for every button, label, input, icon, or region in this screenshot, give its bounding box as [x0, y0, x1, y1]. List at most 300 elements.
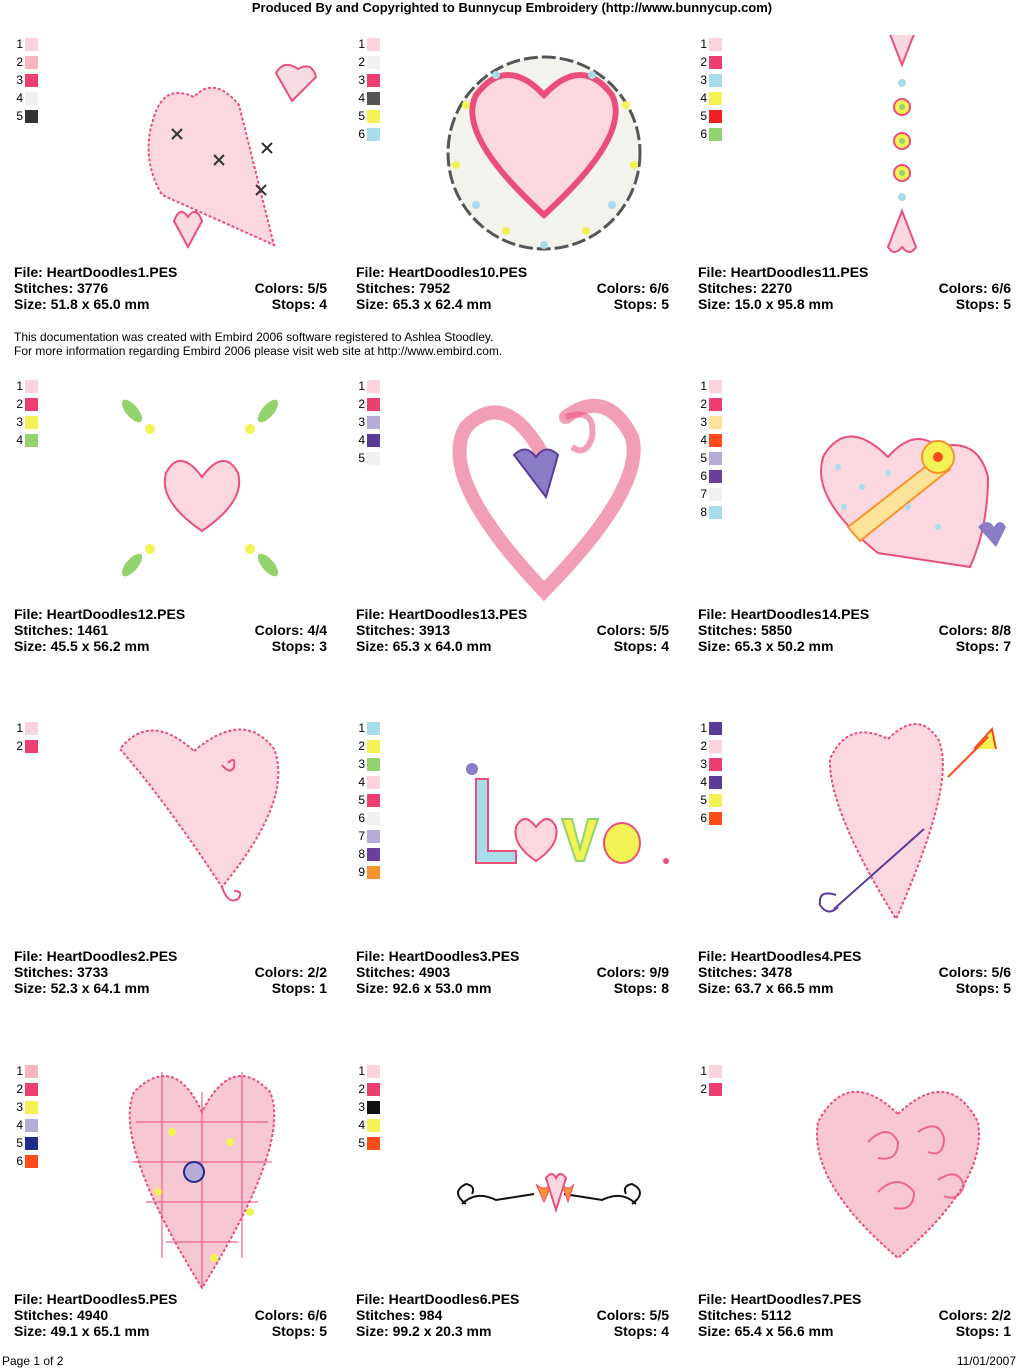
- design-size: Size: 65.3 x 64.0 mm: [356, 638, 492, 654]
- color-number: 1: [16, 379, 23, 393]
- design-card: [14, 719, 332, 1029]
- color-swatch: [367, 830, 380, 843]
- color-swatch-row: [14, 1062, 38, 1080]
- color-swatch: [709, 92, 722, 105]
- color-swatch: [709, 488, 722, 501]
- color-swatch: [709, 38, 722, 51]
- design-size: Size: 52.3 x 64.1 mm: [14, 980, 150, 996]
- color-swatch-row: [698, 377, 722, 395]
- stitch-count: Stitches: 7952: [356, 280, 451, 296]
- color-swatch-row: [698, 53, 722, 71]
- heart-bow-icon: [738, 377, 1016, 617]
- color-number: 7: [700, 487, 707, 501]
- color-number: 3: [700, 415, 707, 429]
- design-card: [14, 377, 332, 687]
- file-name: File: HeartDoodles14.PES: [698, 606, 870, 622]
- color-number: 1: [358, 379, 365, 393]
- color-swatch: [709, 128, 722, 141]
- color-swatch: [25, 74, 38, 87]
- color-swatch: [709, 380, 722, 393]
- color-swatch: [25, 434, 38, 447]
- color-number: 4: [358, 433, 365, 447]
- color-swatch: [709, 758, 722, 771]
- color-swatch: [709, 812, 722, 825]
- color-swatch: [709, 416, 722, 429]
- color-swatch-row: [356, 89, 380, 107]
- color-count: Colors: 6/6: [596, 280, 669, 296]
- color-swatch-row: [698, 35, 722, 53]
- color-list: [14, 377, 38, 449]
- stop-count: Stops: 4: [271, 296, 327, 312]
- color-number: 4: [358, 91, 365, 105]
- design-card: [698, 377, 1016, 687]
- color-number: 1: [358, 721, 365, 735]
- file-name: File: HeartDoodles3.PES: [356, 948, 520, 964]
- color-swatch: [25, 416, 38, 429]
- print-date: 11/01/2007: [956, 1354, 1016, 1368]
- color-swatch-row: [14, 1116, 38, 1134]
- stitch-count: Stitches: 3776: [14, 280, 109, 296]
- design-card: [698, 719, 1016, 1029]
- color-number: 2: [16, 55, 23, 69]
- design-info: [356, 606, 669, 654]
- color-list: [14, 35, 38, 125]
- color-count: Colors: 2/2: [254, 964, 327, 980]
- color-number: 2: [358, 55, 365, 69]
- color-list: [356, 35, 380, 143]
- file-name: File: HeartDoodles12.PES: [14, 606, 186, 622]
- color-swatch-row: [14, 1134, 38, 1152]
- color-swatch-row: [698, 449, 722, 467]
- color-number: 6: [358, 811, 365, 825]
- color-list: [14, 1062, 38, 1170]
- stitch-count: Stitches: 5112: [698, 1307, 792, 1323]
- color-swatch: [709, 110, 722, 123]
- stop-count: Stops: 5: [613, 296, 669, 312]
- color-number: 3: [358, 1100, 365, 1114]
- color-swatch-row: [698, 485, 722, 503]
- color-swatch: [709, 776, 722, 789]
- color-swatch: [367, 416, 380, 429]
- color-swatch: [367, 722, 380, 735]
- color-number: 1: [358, 37, 365, 51]
- color-swatch-row: [14, 1152, 38, 1170]
- color-count: Colors: 2/2: [938, 1307, 1011, 1323]
- plaid-heart-icon: [54, 1062, 332, 1302]
- color-swatch: [25, 1119, 38, 1132]
- color-swatch: [367, 452, 380, 465]
- color-swatch-row: [356, 107, 380, 125]
- color-swatch-row: [14, 1080, 38, 1098]
- color-list: [356, 377, 380, 467]
- color-swatch-row: [14, 413, 38, 431]
- color-swatch: [367, 1119, 380, 1132]
- file-name: File: HeartDoodles5.PES: [14, 1291, 178, 1307]
- color-number: 1: [700, 1064, 707, 1078]
- color-swatch-row: [356, 1098, 380, 1116]
- file-name: File: HeartDoodles10.PES: [356, 264, 528, 280]
- color-number: 5: [700, 109, 707, 123]
- color-swatch-row: [356, 773, 380, 791]
- stop-count: Stops: 5: [955, 296, 1011, 312]
- color-swatch-row: [698, 791, 722, 809]
- color-swatch: [367, 434, 380, 447]
- color-swatch-row: [14, 107, 38, 125]
- color-list: [356, 719, 380, 881]
- color-number: 8: [700, 505, 707, 519]
- color-list: [698, 1062, 722, 1098]
- color-swatch: [367, 758, 380, 771]
- design-size: Size: 51.8 x 65.0 mm: [14, 296, 150, 312]
- design-size: Size: 45.5 x 56.2 mm: [14, 638, 150, 654]
- color-swatch-row: [356, 71, 380, 89]
- curly-heart-icon: [54, 719, 332, 959]
- color-swatch-row: [356, 809, 380, 827]
- color-number: 5: [358, 793, 365, 807]
- heart-divider-icon: [396, 1062, 674, 1302]
- color-swatch-row: [698, 107, 722, 125]
- color-swatch-row: [356, 125, 380, 143]
- color-list: [356, 1062, 380, 1152]
- color-swatch: [367, 1101, 380, 1114]
- color-swatch-row: [698, 89, 722, 107]
- color-swatch-row: [698, 395, 722, 413]
- color-swatch: [367, 380, 380, 393]
- color-number: 1: [16, 721, 23, 735]
- color-swatch-row: [356, 737, 380, 755]
- color-number: 3: [358, 757, 365, 771]
- color-swatch: [367, 812, 380, 825]
- color-swatch-row: [356, 377, 380, 395]
- color-number: 1: [700, 37, 707, 51]
- color-swatch: [709, 398, 722, 411]
- color-swatch-row: [356, 35, 380, 53]
- design-info: [14, 264, 327, 312]
- color-number: 2: [16, 397, 23, 411]
- design-card: [698, 1062, 1016, 1372]
- color-count: Colors: 5/5: [596, 1307, 669, 1323]
- color-number: 1: [16, 37, 23, 51]
- color-swatch: [25, 1101, 38, 1114]
- color-number: 2: [358, 397, 365, 411]
- color-number: 2: [700, 1082, 707, 1096]
- color-number: 5: [358, 451, 365, 465]
- color-swatch: [709, 452, 722, 465]
- design-size: Size: 65.4 x 56.6 mm: [698, 1323, 834, 1339]
- file-name: File: HeartDoodles6.PES: [356, 1291, 520, 1307]
- color-swatch: [367, 74, 380, 87]
- color-swatch-row: [356, 845, 380, 863]
- design-card: [356, 1062, 674, 1372]
- color-swatch: [709, 74, 722, 87]
- color-number: 1: [358, 1064, 365, 1078]
- color-swatch: [25, 1155, 38, 1168]
- stop-count: Stops: 1: [271, 980, 327, 996]
- color-swatch-row: [14, 737, 38, 755]
- stitch-count: Stitches: 4903: [356, 964, 451, 980]
- color-number: 9: [358, 865, 365, 879]
- color-swatch-row: [356, 1062, 380, 1080]
- color-number: 5: [700, 793, 707, 807]
- color-swatch: [709, 1083, 722, 1096]
- color-swatch: [367, 56, 380, 69]
- color-count: Colors: 5/5: [254, 280, 327, 296]
- color-number: 4: [358, 1118, 365, 1132]
- color-swatch-row: [698, 467, 722, 485]
- color-swatch: [709, 56, 722, 69]
- color-swatch-row: [698, 413, 722, 431]
- design-info: [698, 948, 1011, 996]
- stop-count: Stops: 1: [955, 1323, 1011, 1339]
- color-number: 1: [700, 379, 707, 393]
- design-size: Size: 49.1 x 65.1 mm: [14, 1323, 150, 1339]
- color-number: 5: [358, 109, 365, 123]
- color-swatch: [25, 38, 38, 51]
- file-name: File: HeartDoodles13.PES: [356, 606, 528, 622]
- color-number: 2: [700, 55, 707, 69]
- color-number: 2: [358, 739, 365, 753]
- stop-count: Stops: 4: [613, 1323, 669, 1339]
- color-swatch-row: [356, 413, 380, 431]
- page-header: Produced By and Copyrighted to Bunnycup Embroidery (http://www.bunnycup.com): [251, 0, 773, 15]
- color-swatch: [25, 56, 38, 69]
- color-swatch: [709, 506, 722, 519]
- color-count: Colors: 6/6: [938, 280, 1011, 296]
- color-number: 4: [16, 91, 23, 105]
- color-swatch: [367, 110, 380, 123]
- color-swatch: [25, 398, 38, 411]
- color-swatch: [709, 470, 722, 483]
- design-info: [14, 948, 327, 996]
- color-swatch-row: [356, 863, 380, 881]
- stitch-count: Stitches: 984: [356, 1307, 443, 1323]
- design-size: Size: 65.3 x 50.2 mm: [698, 638, 834, 654]
- color-swatch: [367, 1065, 380, 1078]
- design-info: [698, 1291, 1011, 1339]
- color-swatch-row: [14, 431, 38, 449]
- design-card: [698, 35, 1016, 345]
- color-swatch-row: [14, 719, 38, 737]
- color-list: [698, 719, 722, 827]
- color-number: 2: [16, 739, 23, 753]
- color-number: 5: [358, 1136, 365, 1150]
- file-name: File: HeartDoodles2.PES: [14, 948, 178, 964]
- color-swatch-row: [356, 1134, 380, 1152]
- color-swatch: [25, 110, 38, 123]
- color-swatch: [25, 380, 38, 393]
- design-size: Size: 65.3 x 62.4 mm: [356, 296, 492, 312]
- color-number: 4: [16, 1118, 23, 1132]
- color-swatch-row: [698, 737, 722, 755]
- color-number: 6: [16, 1154, 23, 1168]
- color-list: [14, 719, 38, 755]
- design-info: [14, 606, 327, 654]
- color-swatch: [367, 740, 380, 753]
- color-swatch-row: [356, 1080, 380, 1098]
- color-list: [698, 35, 722, 143]
- stop-count: Stops: 8: [613, 980, 669, 996]
- heart-cupid-arrow-icon: [738, 719, 1016, 959]
- heart-arrow-icon: [54, 35, 332, 275]
- notice-line-1: This documentation was created with Embird 2006 software registered to Ashlea Stoodley.: [14, 330, 494, 344]
- color-count: Colors: 6/6: [254, 1307, 327, 1323]
- color-swatch-row: [356, 827, 380, 845]
- color-swatch-row: [14, 89, 38, 107]
- color-swatch: [367, 776, 380, 789]
- color-swatch-row: [698, 773, 722, 791]
- color-swatch: [367, 1083, 380, 1096]
- color-swatch: [25, 1083, 38, 1096]
- page-number: Page 1 of 2: [2, 1354, 64, 1368]
- color-swatch: [709, 722, 722, 735]
- color-swatch-row: [356, 719, 380, 737]
- color-swatch: [25, 740, 38, 753]
- design-size: Size: 99.2 x 20.3 mm: [356, 1323, 492, 1339]
- color-swatch: [25, 722, 38, 735]
- color-swatch-row: [14, 1098, 38, 1116]
- color-number: 4: [700, 91, 707, 105]
- color-number: 3: [16, 73, 23, 87]
- stitch-count: Stitches: 4940: [14, 1307, 109, 1323]
- stitch-count: Stitches: 3913: [356, 622, 451, 638]
- color-swatch-row: [14, 35, 38, 53]
- design-card: [356, 35, 674, 345]
- design-card: [356, 377, 674, 687]
- design-info: [356, 948, 669, 996]
- color-swatch: [709, 794, 722, 807]
- color-number: 5: [700, 451, 707, 465]
- color-swatch: [367, 1137, 380, 1150]
- color-swatch: [367, 398, 380, 411]
- color-swatch-row: [698, 1080, 722, 1098]
- stitch-count: Stitches: 3733: [14, 964, 109, 980]
- color-number: 1: [16, 1064, 23, 1078]
- stitch-count: Stitches: 5850: [698, 622, 793, 638]
- design-card: [14, 1062, 332, 1372]
- color-list: [698, 377, 722, 521]
- color-number: 3: [700, 757, 707, 771]
- color-swatch-row: [356, 449, 380, 467]
- color-number: 2: [358, 1082, 365, 1096]
- stitch-count: Stitches: 1461: [14, 622, 109, 638]
- color-swatch-row: [698, 809, 722, 827]
- color-number: 2: [16, 1082, 23, 1096]
- color-count: Colors: 9/9: [596, 964, 669, 980]
- color-swatch-row: [698, 1062, 722, 1080]
- color-number: 3: [16, 415, 23, 429]
- color-number: 2: [700, 739, 707, 753]
- design-info: [698, 606, 1011, 654]
- color-swatch: [709, 434, 722, 447]
- color-swatch: [367, 848, 380, 861]
- color-swatch: [25, 92, 38, 105]
- color-swatch: [25, 1065, 38, 1078]
- color-number: 4: [16, 433, 23, 447]
- color-swatch: [367, 128, 380, 141]
- swirl-filled-heart-icon: [738, 1062, 1016, 1302]
- color-swatch-row: [356, 53, 380, 71]
- color-swatch-row: [14, 53, 38, 71]
- stop-count: Stops: 4: [613, 638, 669, 654]
- color-number: 4: [700, 775, 707, 789]
- stitch-count: Stitches: 3478: [698, 964, 793, 980]
- color-swatch-row: [698, 503, 722, 521]
- design-info: [356, 1291, 669, 1339]
- color-swatch-row: [698, 719, 722, 737]
- file-name: File: HeartDoodles7.PES: [698, 1291, 862, 1307]
- swirl-heart-icon: [396, 377, 674, 617]
- color-swatch: [367, 794, 380, 807]
- color-swatch: [709, 740, 722, 753]
- color-swatch-row: [356, 1116, 380, 1134]
- color-number: 5: [16, 109, 23, 123]
- design-size: Size: 15.0 x 95.8 mm: [698, 296, 834, 312]
- heart-flower-border-icon: [738, 35, 1016, 275]
- color-swatch-row: [14, 71, 38, 89]
- design-info: [356, 264, 669, 312]
- color-count: Colors: 8/8: [938, 622, 1011, 638]
- color-number: 3: [358, 415, 365, 429]
- stop-count: Stops: 5: [271, 1323, 327, 1339]
- color-number: 6: [700, 469, 707, 483]
- design-size: Size: 63.7 x 66.5 mm: [698, 980, 834, 996]
- color-swatch: [25, 1137, 38, 1150]
- color-number: 1: [700, 721, 707, 735]
- design-info: [14, 1291, 327, 1339]
- color-swatch-row: [14, 395, 38, 413]
- stop-count: Stops: 5: [955, 980, 1011, 996]
- stop-count: Stops: 3: [271, 638, 327, 654]
- design-info: [698, 264, 1011, 312]
- file-name: File: HeartDoodles4.PES: [698, 948, 862, 964]
- color-swatch-row: [356, 755, 380, 773]
- color-number: 8: [358, 847, 365, 861]
- file-name: File: HeartDoodles1.PES: [14, 264, 178, 280]
- color-number: 5: [16, 1136, 23, 1150]
- color-number: 6: [700, 811, 707, 825]
- color-number: 3: [358, 73, 365, 87]
- color-count: Colors: 5/5: [596, 622, 669, 638]
- color-number: 7: [358, 829, 365, 843]
- color-number: 3: [16, 1100, 23, 1114]
- notice-line-2: For more information regarding Embird 2006 please visit web site at http://www.embird.com.: [14, 344, 503, 358]
- love-text-icon: [396, 719, 674, 959]
- color-number: 4: [700, 433, 707, 447]
- color-swatch-row: [698, 71, 722, 89]
- color-swatch: [367, 92, 380, 105]
- color-swatch: [367, 38, 380, 51]
- color-swatch-row: [356, 431, 380, 449]
- design-card: [356, 719, 674, 1029]
- color-swatch: [367, 866, 380, 879]
- color-number: 6: [700, 127, 707, 141]
- design-size: Size: 92.6 x 53.0 mm: [356, 980, 492, 996]
- heart-leaves-icon: [54, 377, 332, 617]
- color-number: 2: [700, 397, 707, 411]
- color-swatch-row: [356, 791, 380, 809]
- color-count: Colors: 5/6: [938, 964, 1011, 980]
- stitch-count: Stitches: 2270: [698, 280, 793, 296]
- file-name: File: HeartDoodles11.PES: [698, 264, 869, 280]
- color-swatch: [709, 1065, 722, 1078]
- design-card: [14, 35, 332, 345]
- color-swatch-row: [356, 395, 380, 413]
- scalloped-heart-icon: [396, 35, 674, 275]
- color-swatch-row: [698, 755, 722, 773]
- color-number: 4: [358, 775, 365, 789]
- color-number: 3: [700, 73, 707, 87]
- color-count: Colors: 4/4: [254, 622, 327, 638]
